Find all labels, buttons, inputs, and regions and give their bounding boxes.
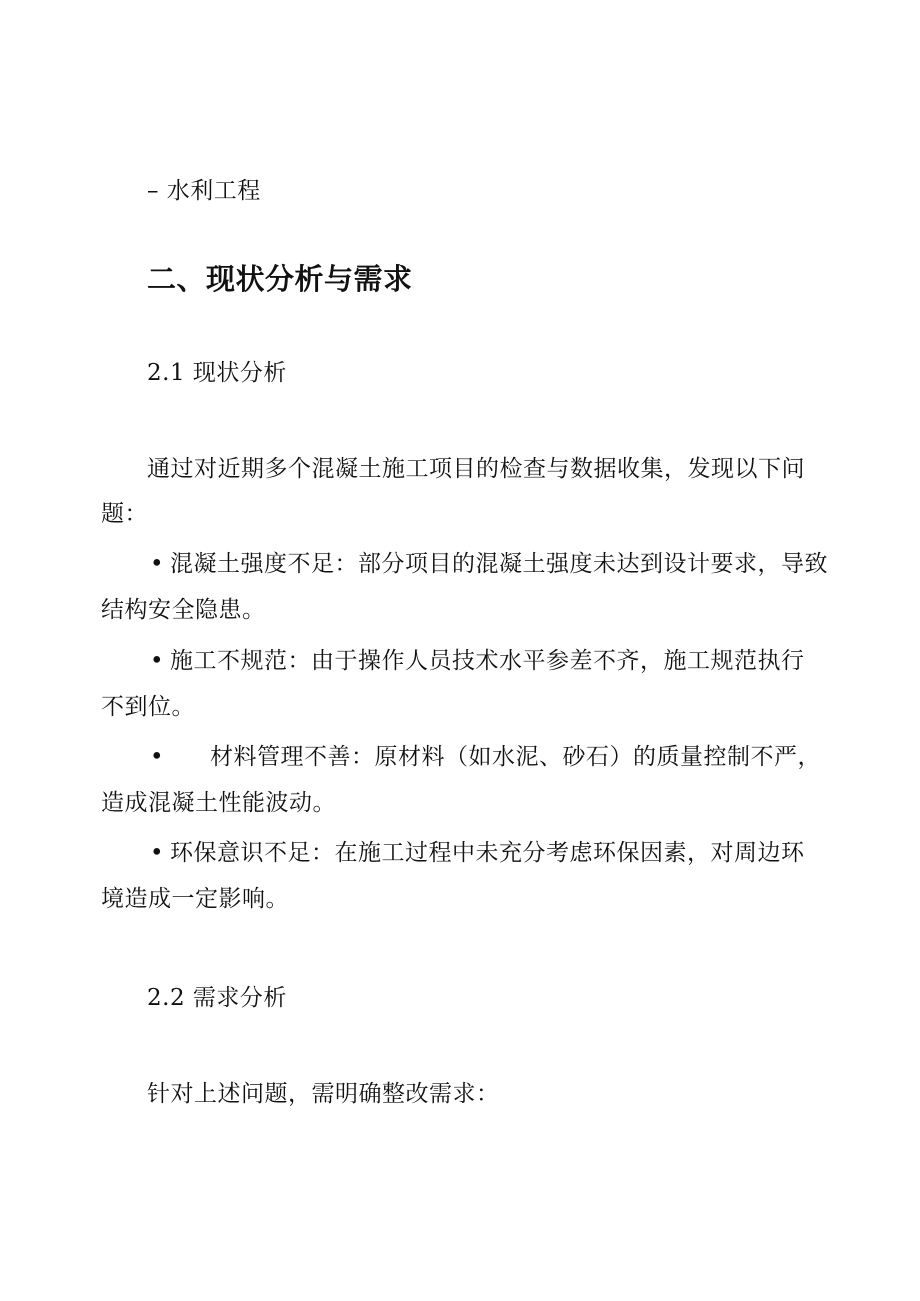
- bullet-icon: •: [150, 551, 164, 577]
- bullet-item-3-line2: 造成混凝土性能波动。: [101, 790, 336, 816]
- intro-paragraph-line1: 通过对近期多个混凝土施工项目的检查与数据收集，发现以下问: [147, 456, 805, 482]
- bullet-item-3-line1: 材料管理不善：原材料（如水泥、砂石）的质量控制不严，: [210, 744, 821, 770]
- subsection-title-requirements: 2.2 需求分析: [147, 985, 287, 1011]
- intro-paragraph-line2: 题：: [101, 501, 148, 527]
- bullet-item-2-line1: 施工不规范：由于操作人员技术水平参差不齐，施工规范执行: [170, 648, 805, 674]
- bullet-icon: •: [150, 744, 164, 770]
- list-item-water-conservancy: – 水利工程: [147, 178, 261, 204]
- bullet-item-1-line1: 混凝土强度不足：部分项目的混凝土强度未达到设计要求，导致: [170, 551, 828, 577]
- section-heading: 二、现状分析与需求: [147, 262, 413, 296]
- bullet-item-4-line1: 环保意识不足：在施工过程中未充分考虑环保因素，对周边环: [170, 840, 805, 866]
- bullet-item-2-line2: 不到位。: [101, 694, 195, 720]
- bullet-icon: •: [150, 648, 164, 674]
- subsection-title-status-analysis: 2.1 现状分析: [147, 360, 287, 386]
- requirements-intro: 针对上述问题，需明确整改需求：: [147, 1081, 500, 1107]
- bullet-item-4-line2: 境造成一定影响。: [101, 886, 289, 912]
- bullet-icon: •: [150, 840, 164, 866]
- bullet-item-1-line2: 结构安全隐患。: [101, 597, 266, 623]
